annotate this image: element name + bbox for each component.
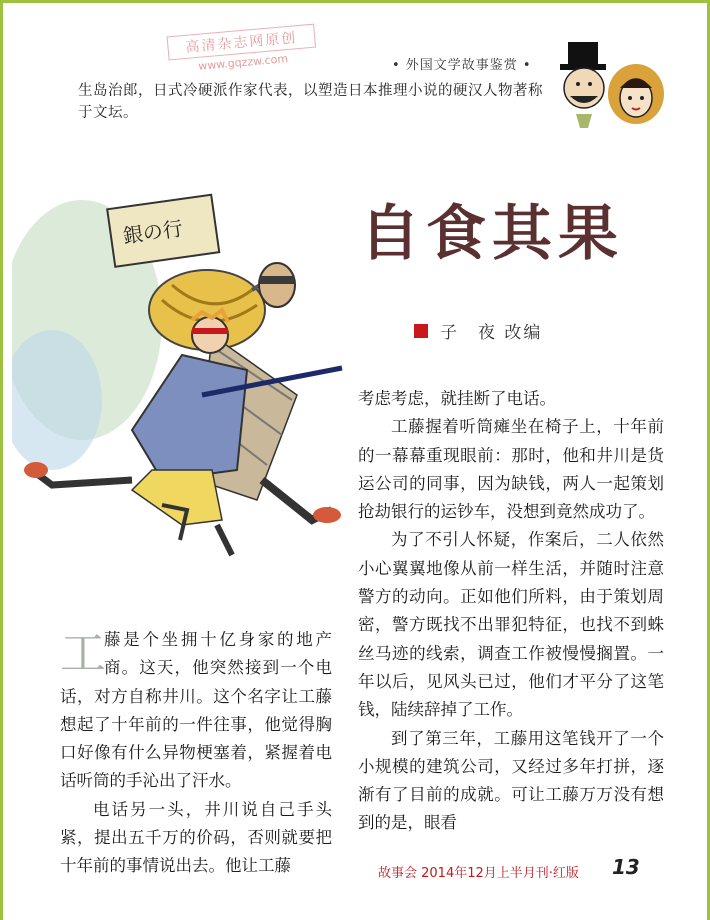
paragraph: 工藤握着听筒瘫坐在椅子上，十年前的一幕幕重现眼前：那时，他和井川是货运公司的同事，因为缺钱，两人一起策划抢劫银行的运钞车，没想到竟然成功了。	[358, 417, 664, 522]
dropcap: 工	[60, 626, 106, 680]
article-column-right	[358, 385, 664, 838]
watermark-url: www.gqzzw.com	[197, 52, 289, 73]
paragraph: 到了第三年，工藤用这笔钱开了一个小规模的建筑公司，又经过多年打拼，逐渐有了目前的成就。可让工藤万万没有想到的是，眼看	[358, 728, 664, 833]
paragraph	[60, 626, 332, 796]
author-bio: 生岛治郎，日式冷硬派作家代表，以塑造日本推理小说的硬汉人物著称于文坛。	[78, 83, 543, 121]
byline	[414, 318, 542, 343]
column-tag: • 外国文学故事鉴赏 •	[392, 58, 532, 73]
paragraph-text: 藤是个坐拥十亿身家的地产商。这天，他突然接到一个电话，对方自称井川。这个名字让工藤想起了十年前的一件往事，他觉得胸口好像有什么异物梗塞着，紧握着电话听筒的手沁出了汗水。	[60, 630, 332, 791]
paragraph: 为了不引人怀疑，作案后，二人依然小心翼翼地像从前一样生活，并随时注意警方的动向。正如他们所料，由于策划周密，警方既找不出罪犯特征，也找不到蛛丝马迹的线索，调查工作被慢慢搁置。一年以后，见风头已过，他们才平分了这笔钱，陆续辞掉了工作。	[358, 530, 664, 720]
page-frame-top	[0, 0, 710, 3]
byline-text: 子 夜 改编	[440, 323, 543, 343]
page-number: 13	[612, 855, 640, 879]
article-column-left	[60, 626, 332, 881]
watermark-text: 高清杂志网原创	[167, 24, 317, 61]
page-frame-left	[0, 0, 3, 920]
publication-footer: 故事会 2014年12月上半月刊·红版	[378, 866, 579, 881]
bank-sign-text: 銀の行	[121, 216, 185, 249]
paragraph: 电话另一头，井川说自己手头紧，提出五千万的价码，否则就要把十年前的事情说出去。他让工藤	[60, 799, 332, 876]
thieves-running-illustration	[12, 180, 352, 560]
paragraph: 考虑考虑，就挂断了电话。	[358, 389, 556, 408]
red-square-marker	[414, 324, 428, 338]
article-title: 自食其果	[360, 199, 624, 269]
detective-couple-illustration	[558, 36, 668, 128]
watermark-stamp	[167, 24, 318, 76]
